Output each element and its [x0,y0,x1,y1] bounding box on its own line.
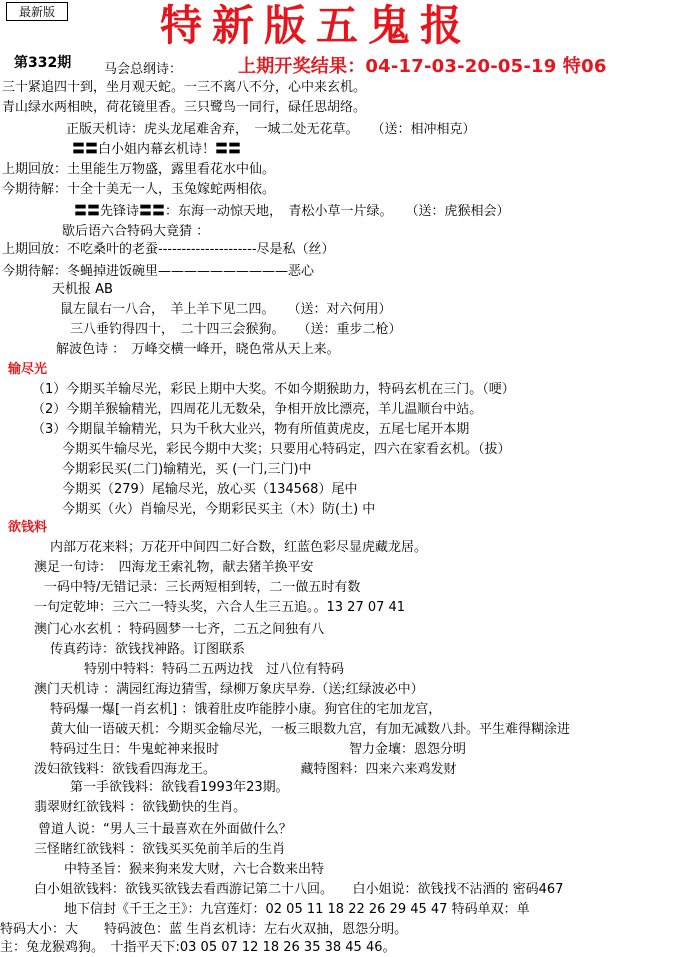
section-heading: 输尽光 [8,362,48,377]
text-line: 今期买（火）肖输尽光，今期彩民买主（木）防(土) 中 [62,502,376,517]
text-line: 第一手欲钱料：欲钱看1993年23期。 [70,780,289,795]
text-line: 主：兔龙猴鸡狗。 十指平天下:03 05 07 12 18 26 35 38 45 46。 [0,940,396,955]
text-line: 澳门心水玄机 ：特码圆梦一七齐，二五之间独有八 [34,622,325,637]
text-line: 地下信封《千王之王》：九宫莲灯：02 05 11 18 22 26 29 45 47 特码单双：单 [64,902,530,917]
text-line: 鼠左鼠右一八合， 羊上羊下见二四。 （送：对六何用） [60,302,392,317]
text-line: 上期回放：土里能生万物盛，露里看花水中仙。 [2,162,276,177]
text-line: 特码过生日：牛鬼蛇神来报时 智力金壤：恩怨分明 [50,742,467,757]
text-line: 特码大小：大 特码波色：蓝 生肖玄机诗：左右火双抽，恩怨分明。 [0,922,408,937]
text-line: 天机报 AB [52,282,113,297]
text-line: （1）今期买羊输尽光，彩民上期中大奖。不如今期猴助力，特码玄机在三门。（哽） [32,382,515,397]
text-line: 曾道人说：“男人三十最喜欢在外面做什么？ [38,822,292,837]
text-line: 三十紧追四十到，坐月观天蛇。一三不离八不分，心中来玄机。 [2,80,367,95]
text-line: 今期彩民买(二门)输精光，买 (一门,三门)中 [62,462,312,477]
text-line: 青山绿水两相映，荷花镜里香。三只鹭鸟一同行，碌任思胡络。 [2,100,367,115]
text-line: 今期待解：冬蝇掉进饭碗里——————————恶心 [2,264,315,279]
text-line: 翡翠财红欲钱料 ：欲钱勤快的生肖。 [34,800,247,815]
text-line: 泼妇欲钱料：欲钱看四海龙王。 藏特图料：四来六来鸡发财 [34,762,457,777]
text-line: 今期待解：十全十美无一人，玉兔嫁蛇两相依。 [2,182,276,197]
text-line: 内部万花来料；万花开中间四二好合数，红蓝色彩尽显虎藏龙居。 [50,540,428,555]
last-draw-result: 上期开奖结果：04-17-03-20-05-19 特06 [238,56,607,77]
text-line: 白小姐欲钱料：欲钱买欲钱去看西游记第二十八回。 白小姐说：欲钱找不沾酒的 密码467 [34,882,564,897]
page-title: 特新版五鬼报 [160,1,473,50]
text-line: 〓〓白小姐内幕玄机诗！〓〓 [72,142,242,157]
text-line: 三怪睹红欲钱料 ：欲钱买买免前羊后的生肖 [34,842,286,857]
text-line: 传真药诗：欲钱找神路。订图联系 [50,642,246,657]
text-line: 黄大仙一语破天机：今期买金输尽光，一板三眼数九宫，有加无减数八卦。平生难得糊涂进 [50,722,571,737]
text-line: 澳足一句诗： 四海龙王索礼物，献去猪羊换平安 [34,560,314,575]
text-line: 歇后语六合特码大竟猜 ： [62,224,210,239]
issue-number: 第332期 [14,55,72,71]
general-poem-heading: 马会总纲诗： [104,62,183,77]
text-line: 一句定乾坤：三六二一特头奖，六合人生三五追。。13 27 07 41 [34,600,406,615]
text-line: 一码中特/无错记录：三长两短相到转，二一做五时有数 [44,580,361,595]
text-line: 澳门天机诗 ：满园红海边猜雪，绿柳万象庆早券.（送;红绿波必中） [34,682,424,697]
text-line: 三八垂钓得四十， 二十四三会猴狗。 （送：重步二枪） [70,322,402,337]
text-line: （2）今期羊猴输精光，四周花儿无数朵，争相开放比漂亮，羊儿温顺台中站。 [32,402,483,417]
text-line: 今期买（279）尾输尽光，放心买（134568）尾中 [62,482,358,497]
version-badge: 最新版 [6,2,68,21]
text-line: 特码爆一爆[一肖玄机] ：饿着肚皮咋能脖小康。狗官住的宅加龙宫， [50,702,442,717]
text-line: 特别中特料：特码二五两边找 过八位有特码 [84,662,345,677]
text-line: （3）今期鼠羊输精光，只为千秋大业兴，物有所值黄虎皮，五尾七尾开本期 [32,422,470,437]
text-line: 正版天机诗：虎头龙尾难舍弃， 一城二处无花草。 （送：相冲相克） [66,122,476,137]
section-heading: 欲钱料 [8,520,48,535]
text-line: 〓〓先锋诗〓〓：东海一动惊天地， 青松小草一片绿。 （送：虎猴相会） [74,204,510,219]
text-line: 解波色诗 ： 万峰交横一峰开，晓色常从天上来。 [56,342,340,357]
text-line: 今期买牛输尽光，彩民今期中大奖；只要用心特码定，四六在家看玄机。（拔） [62,442,511,457]
text-line: 中特圣旨：猴来狗来发大财，六七合数来出特 [64,862,325,877]
text-line: 上期回放：不吃桑叶的老蚕---------------------尽是私（丝） [2,242,335,257]
